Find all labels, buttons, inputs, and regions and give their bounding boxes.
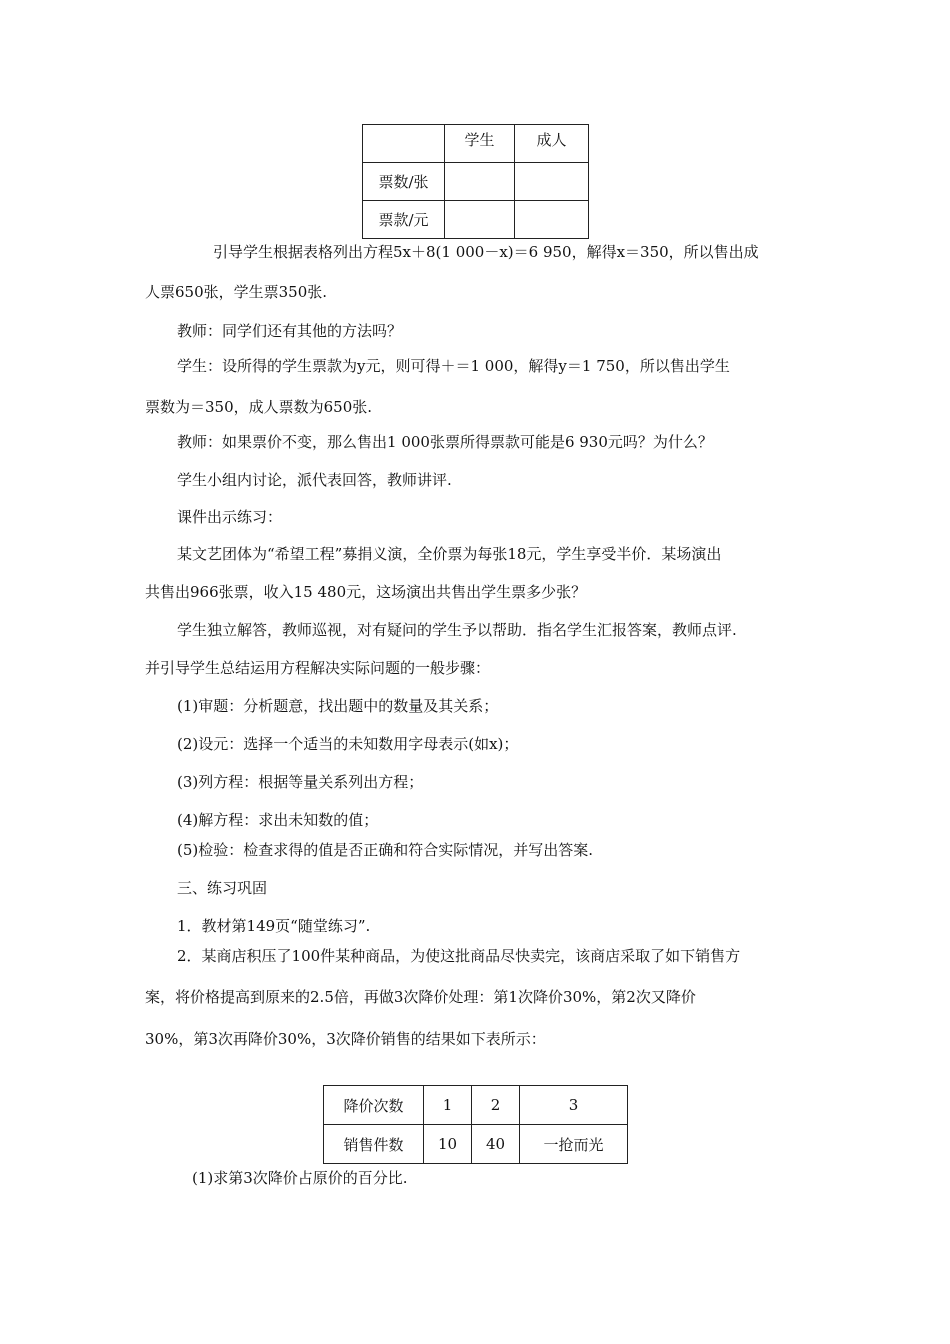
paragraph-line: 学生小组内讨论，派代表回答，教师讲评. bbox=[177, 471, 452, 489]
table-row bbox=[363, 163, 589, 201]
paragraph-line: 学生：设所得的学生票款为y元，则可得＋＝1 000，解得y＝1 750，所以售出学生 bbox=[177, 357, 730, 375]
paragraph-line: 课件出示练习： bbox=[177, 508, 283, 526]
table-cell: 销售件数 bbox=[324, 1125, 424, 1164]
table-cell bbox=[445, 201, 515, 239]
question-line: (1)求第3次降价占原价的百分比. bbox=[192, 1169, 408, 1187]
paragraph-line: 引导学生根据表格列出方程5x＋8(1 000－x)＝6 950，解得x＝350，所以售出成 bbox=[213, 243, 759, 261]
paragraph-line: 2．某商店积压了100件某种商品，为使这批商品尽快卖完，该商店采取了如下销售方 bbox=[177, 947, 741, 965]
paragraph-line: 人票650张，学生票350张. bbox=[145, 283, 328, 301]
paragraph-line: (1)审题：分析题意，找出题中的数量及其关系； bbox=[177, 697, 499, 715]
table-cell: 10 bbox=[424, 1125, 472, 1164]
paragraph-line: (3)列方程：根据等量关系列出方程； bbox=[177, 773, 424, 791]
table-header-row bbox=[363, 125, 589, 163]
table-cell bbox=[515, 163, 589, 201]
table-cell: 票款/元 bbox=[363, 201, 445, 239]
table-row bbox=[324, 1125, 628, 1164]
table-row bbox=[324, 1086, 628, 1125]
section-heading: 三、练习巩固 bbox=[177, 879, 268, 897]
paragraph-line: 共售出966张票，收入15 480元，这场演出共售出学生票多少张？ bbox=[145, 583, 587, 601]
paragraph-line: 30%，第3次再降价30%，3次降价销售的结果如下表所示： bbox=[145, 1030, 546, 1048]
paragraph-line: (2)设元：选择一个适当的未知数用字母表示(如x)； bbox=[177, 735, 519, 753]
paragraph-line: 学生独立解答，教师巡视，对有疑问的学生予以帮助．指名学生汇报答案，教师点评. bbox=[177, 621, 737, 639]
table-header-cell: 学生 bbox=[445, 125, 515, 163]
table-cell: 3 bbox=[520, 1086, 628, 1125]
table-cell: 降价次数 bbox=[324, 1086, 424, 1125]
paragraph-line: (5)检验：检查求得的值是否正确和符合实际情况，并写出答案. bbox=[177, 841, 594, 859]
paragraph-line: (4)解方程：求出未知数的值； bbox=[177, 811, 379, 829]
paragraph-line: 并引导学生总结运用方程解决实际问题的一般步骤： bbox=[145, 659, 491, 677]
paragraph-line: 某文艺团体为“希望工程”募捐义演，全价票为每张18元，学生享受半价．某场演出 bbox=[177, 545, 722, 563]
table-cell bbox=[445, 163, 515, 201]
table-cell: 40 bbox=[472, 1125, 520, 1164]
table-cell: 一抢而光 bbox=[520, 1125, 628, 1164]
table-row bbox=[363, 201, 589, 239]
paragraph-line: 教师：同学们还有其他的方法吗？ bbox=[177, 322, 403, 340]
discount-sales-table bbox=[323, 1085, 628, 1164]
paragraph-line: 1．教材第149页“随堂练习”. bbox=[177, 917, 371, 935]
table-header-cell bbox=[363, 125, 445, 163]
paragraph-line: 案，将价格提高到原来的2.5倍，再做3次降价处理：第1次降价30%，第2次又降价 bbox=[145, 988, 696, 1006]
table-cell: 2 bbox=[472, 1086, 520, 1125]
table-cell: 1 bbox=[424, 1086, 472, 1125]
table-header-cell: 成人 bbox=[515, 125, 589, 163]
table-cell: 票数/张 bbox=[363, 163, 445, 201]
paragraph-line: 票数为＝350，成人票数为650张. bbox=[145, 398, 373, 416]
table-cell bbox=[515, 201, 589, 239]
paragraph-line: 教师：如果票价不变，那么售出1 000张票所得票款可能是6 930元吗？为什么？ bbox=[177, 433, 713, 451]
ticket-table bbox=[362, 124, 589, 239]
